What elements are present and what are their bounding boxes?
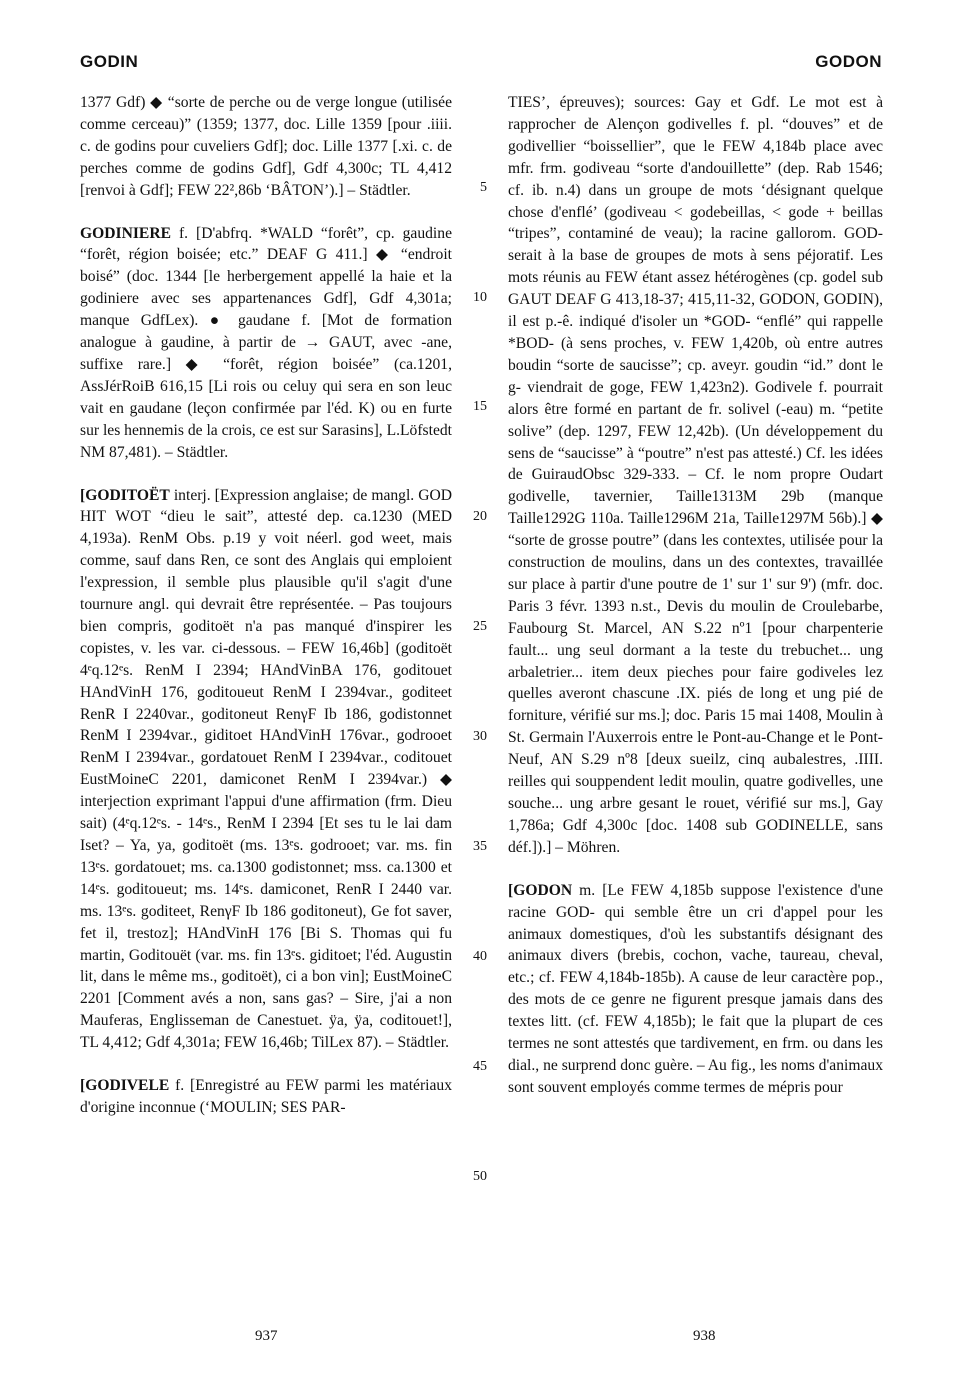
- right-column: [508, 92, 883, 1099]
- line-number: 45: [473, 1059, 487, 1074]
- line-number: 5: [480, 180, 487, 195]
- running-head-right: GODON: [815, 52, 882, 71]
- folio-left: 937: [255, 1328, 278, 1344]
- line-number: 25: [473, 619, 487, 634]
- entry-godivele-start: [GODIVELE f. [Enregistré au FEW parmi les matériaux d'origine inconnue (‘MOULIN; SES PAR-: [80, 1077, 452, 1116]
- entry-godin-end: 1377 Gdf) ◆ “sorte de perche ou de verge longue (utilisée comme cerceau)” (1359; 1377, doc. Lille 1359 [pour .iiii. c. de godins pour cuveliers Gdf]; doc. Lille 1377 [.xi. c. de perches comme de godins Gdf], Gdf 4,300c; TL 4,412 [renvoi à Gdf]; FEW 22²,86b ‘BÂTON’).] – Städtler.: [80, 94, 452, 199]
- running-head-left: GODIN: [80, 52, 139, 71]
- line-number: 15: [473, 399, 487, 414]
- line-number: 50: [473, 1169, 487, 1184]
- entry-goditoet: [GODITOËT interj. [Expression anglaise; de mangl. GOD HIT WOT “dieu le sait”, attesté dep. ca.1230 (MED 4,193a). RenM Obs. p.19 y voit néerl. god weet, mais comme, sauf dans Ren, ce sont des Anglais qui emploient l'expression, il semble plus plausible qu'il s'agit d'une tournure angl. qui devrait être représentée. – Pas toujours bien compris, goditoët n'a pas manqué d'inspirer les copistes, v. les var. ci-dessous. – FEW 16,46b] (goditoët 4ᵉq.12ᵉs. RenM I 2394; HAndVinBA 176, goditouet HAndVinH 176, goditoueut RenM I 2394var., goditeet RenR I 2240var., goditoneut RenγF Ib 186, godistonnet RenM I 2394var., giditoet HAndVinH 176var., godrooet RenM I 2394var., gordatouet RenM I 2394var., coditouet EustMoineC 2201, damiconet RenM I 2394var.) ◆ interjection exprimant l'appui d'une affirmation (frm. Dieu sait) (4ᵉq.12ᵉs. - 14ᵉs., RenM I 2394 [Et ses tu le lai dam Iset? – Ya, ya, goditoët (ms. 13ᵉs. godrooet; var. ms. fin 13ᵉs. gordatouet; ms. ca.1300 godistonnet; mss. ca.1300 et 14ᵉs. goditoueut; ms. 14ᵉs. damiconet, RenR I 2440 var. ms. 13ᵉs. goditeet, RenγF Ib 186 goditoneut), Ge fot saver, fet il, trestoz]; HAndVinH 176 [Bi S. Thomas qui fu martin, Goditouët (var. ms. fin 13ᵉs. giditoet; l'éd. Augustin lit, dans le même ms., goditoët), ci a bon vin]; EustMoineC 2201 [Comment avés a non, sans gas? – Sire, j'ai a non Mauferas, Englisseman de Canestuet. ÿa, ÿa, coditouet!], TL 4,412; Gdf 4,301a; FEW 16,46b; TilLex 87). – Städtler.: [80, 486, 452, 1052]
- line-number: 20: [473, 509, 487, 524]
- entry-godiniere: GODINIERE f. [D'abfrq. *WALD “forêt”, cp. gaudine “forêt, région boisée; etc.” DEAF G 411.] ◆ “endroit boisé” (doc. 1344 [le herbergement appellé la haie et la godiniere avec ses appartenances Gdf], Gdf 4,301a; manque GdfLex). ● gaudane f. [Mot de formation analogue à gaudine, à partir de → GAUT, avec -ane, suffixe rare.] ◆ “forêt, région boisée” (ca.1201, AssJérRoiB 616,15 [Li rois ou celuy qui sera en son leuc vait en gaudane (leçon confirmée par l'éd. K) ou en furte sur les hennemis de la crois, ce est sur Sarasins], L.Löfstedt NM 87,481). – Städtler.: [80, 224, 452, 461]
- headword: [GODITOËT: [80, 486, 170, 504]
- headword: GODINIERE: [80, 224, 171, 242]
- line-number: 35: [473, 839, 487, 854]
- line-number: 40: [473, 949, 487, 964]
- headword: [GODON: [508, 881, 573, 899]
- headword: [GODIVELE: [80, 1077, 170, 1095]
- line-number: 10: [473, 290, 487, 305]
- entry-godivele-cont: TIES’, épreuves); sources: Gay et Gdf. Le mot est à rapprocher de Alençon godivelles f. pl. “douves” et de godivellier “boissellier”, que le FEW 4,184b place avec mfr. frm. godiveau “sorte d'andouillette” (dep. Rab 1546; cf. ib. n.4) dans un groupe de mots ‘désignant quelque chose d'enflé’ (godiveau < godebeillas, < gode + beillas “tripes”, contaminé de veau); la racine gallorom. GOD- serait à la base de groupes de mots à sens péjoratif. Les mots réunis au FEW étant assez hétérogènes (cp. godel sub GAUT DEAF G 413,18-37; 415,11-32, GODON, GODIN), il est p.-ê. indiqué d'isoler un *GOD- “enflé” qui rappelle *BOD- (à sens proches, v. FEW 1,420b, où entre autres boudin “sorte de saucisse”; cp. aveyr. goudin “id.” dont le g- viendrait de goge, FEW 1,423n2). Godivele f. pourrait alors être formé en partant de fr. solivel (-eau) m. “petite solive” (dep. 1297, FEW 12,42b). (Un développement du sens de “saucisse” à “poutre” n'est pas attesté.) Cf. les idées de GuiraudObsc 329-333. – Cf. le nom propre Oudart godivelle, tavernier, Taille1313M 29b (manque Taille1292G 110a. Taille1296M 21a, Taille1297M 56b).] ◆ “sorte de grosse poutre” (dans les contextes, utilisée pour la construction de moulins, dans un des contextes, travaillée sur place à partir d'une poutre de 1' sur 1' sur 9') (mfr. doc. Paris 3 févr. 1393 n.st., Devis du moulin de Croulebarbe, Faubourg St. Marcel, AN S.22 nº1 [pour charpenterie fault... ung seul dormant a la teste du trebuchet... ung arbaletrier... item deux pieches pour faire godiveles lez quelles averont chascune .IX. piés de long et ung pié de forniture, vérifié sur ms.]; doc. Paris 15 mai 1408, Moulin à St. Germain l'Auxerrois entre le Pont-au-Change et le Pont-Neuf, AN S.29 nº8 [deux sueilz, cinq aubalestres, .IIII. reilles qui souppendent ledit moulin, quatre godivelles, une souche... ung arbre gesant le rouet, vérifié sur ms.], Gay 1,786a; Gdf 4,300c [doc. 1408 sub GODINELLE, sans déf.]).] – Möhren.: [508, 94, 883, 856]
- right-page: [490, 0, 960, 1400]
- entry-godon: [GODON m. [Le FEW 4,185b suppose l'existence d'une racine GOD- qui semble être un cri d'appel pour les animaux domestiques, d'où les substantifs désignant des animaux divers (brebis, cochon, vache, taureau, cheval, etc.; cf. FEW 4,184b-185b). A cause de leur caractère pop., des mots de ce genre ne figurent presque jamais dans des textes litt. (cf. FEW 4,185b); le fait que la plupart de ces termes ne sont attestés que tardivement, en frm. ou dans les dial., ne surprend donc guère. – Au fig., les noms d'animaux sont souvent employés comme termes de mépris pour: [508, 881, 883, 1096]
- left-column: [80, 92, 452, 1119]
- line-number: 30: [473, 729, 487, 744]
- folio-right: 938: [693, 1328, 716, 1344]
